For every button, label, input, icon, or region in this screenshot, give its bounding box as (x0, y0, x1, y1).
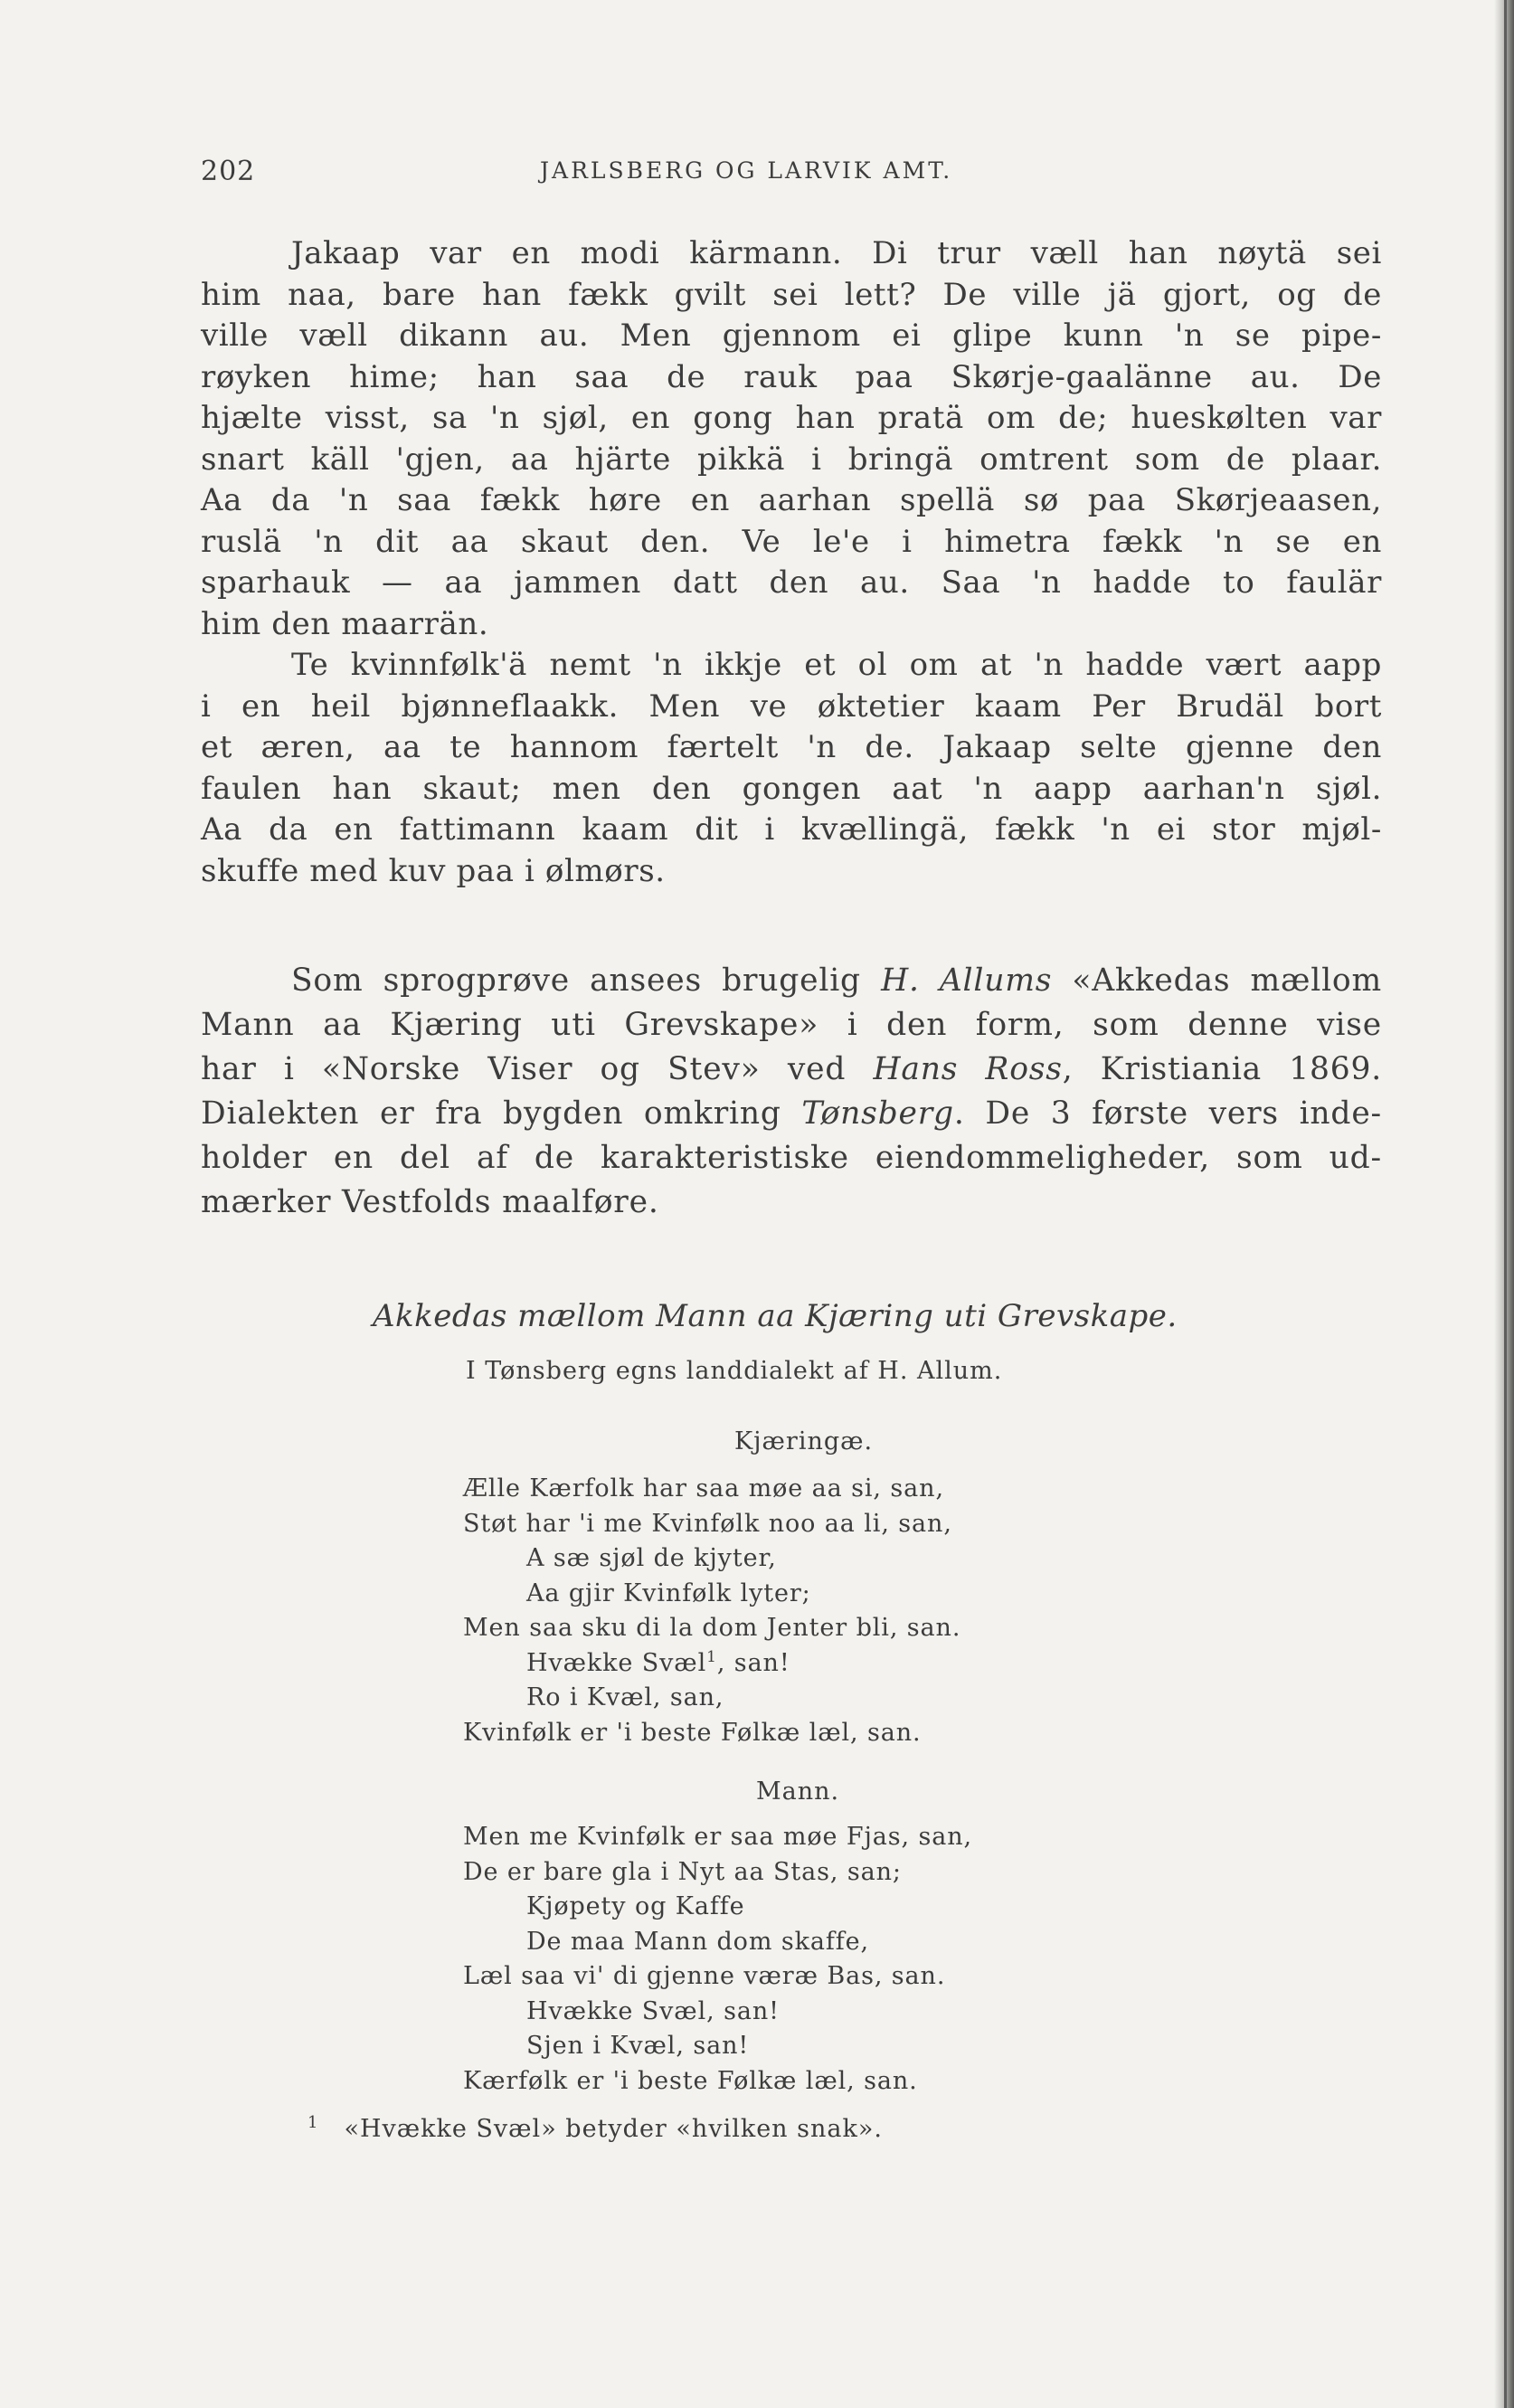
paragraph-story (201, 233, 1382, 892)
text-line (201, 1092, 1382, 1136)
verse-line: A sæ sjøl de kjyter, (526, 1544, 777, 1572)
text-line: røyken hime; han saa de rauk paa Skørje-gaalänne au. De (201, 358, 1382, 395)
text-segment: Som sprogprøve ansees brugelig (291, 962, 882, 999)
text-line: him naa, bare han fækk gvilt sei lett? De ville jä gjort, og de (201, 276, 1382, 313)
page-header (201, 156, 1377, 192)
text-line: Te kvinnfølk'ä nemt 'n ikkje et ol om at 'n hadde vært aapp (291, 647, 1382, 683)
page-edge-line (1504, 0, 1507, 2408)
text-line: Jakaap var en modi kärmann. Di trur væll han nøytä sei (291, 235, 1382, 271)
verse-line: Støt har 'i me Kvinfølk noo aa li, san, (463, 1509, 952, 1538)
verse-line: Kvinfølk er 'i beste Følkæ læl, san. (463, 1718, 922, 1747)
text-line: ruslä 'n dit aa skaut den. Ve le'e i himetra fækk 'n se en (201, 523, 1382, 560)
text-line: him den maarrän. (201, 605, 489, 642)
verse-line: De er bare gla i Nyt aa Stas, san; (463, 1857, 902, 1886)
verse-segment: , san! (716, 1648, 790, 1677)
verse-line: Sjen i Kvæl, san! (526, 2032, 750, 2060)
place-name: Tønsberg (801, 1095, 954, 1132)
text-line: Aa da en fattimann kaam dit i kvællingä, fækk 'n ei stor mjøl- (201, 811, 1382, 848)
text-line: i en heil bjønneflaakk. Men ve øktetier kaam Per Brudäl bort (201, 687, 1382, 725)
text-line: skuffe med kuv paa i ølmørs. (201, 852, 666, 889)
verse-line: Hvække Svæl, san! (526, 1996, 780, 2025)
stanza-speaker: Mann. (756, 1778, 840, 1806)
verse-line: Aa gjir Kvinfølk lyter; (526, 1578, 811, 1607)
text-line: Aa da 'n saa fækk høre en aarhan spellä sø paa Skørjeaasen, (201, 482, 1382, 518)
stanza-speaker: Kjæringæ. (734, 1427, 874, 1455)
poem-title: Akkedas mællom Mann aa Kjæring uti Grevskape. (373, 1298, 1178, 1334)
text-segment: har i «Norske Viser og Stev» ved (201, 1051, 874, 1087)
editor-name: Hans Ross (873, 1051, 1063, 1087)
verse-line: Kærfølk er 'i beste Følkæ læl, san. (463, 2066, 918, 2095)
text-segment: , Kristiania 1869. (1062, 1051, 1383, 1087)
text-line: faulen han skaut; men den gongen aat 'n aapp aarhan'n sjøl. (201, 770, 1382, 807)
verse-line: Men saa sku di la dom Jenter bli, san. (463, 1614, 961, 1642)
text-line (201, 1048, 1382, 1092)
text-line: mærker Vestfolds maalføre. (201, 1184, 659, 1220)
text-line: sparhauk — aa jammen datt den au. Saa 'n hadde to faulär (201, 564, 1382, 601)
poem-stanza (463, 1820, 972, 2099)
verse-line (463, 1646, 960, 1682)
verse-line: Læl saa vi' di gjenne væræ Bas, san. (463, 1962, 946, 1990)
text-segment: . De 3 første vers inde- (953, 1095, 1382, 1132)
text-segment: Dialekten er fra bygden omkring (201, 1095, 802, 1132)
footnote-ref: 1 (706, 1647, 717, 1666)
text-line: snart käll 'gjen, aa hjärte pikkä i bringä omtrent som de plaar. (201, 441, 1382, 478)
verse-line: De maa Mann dom skaffe, (526, 1927, 869, 1956)
text-line: holder en del af de karakteristiske eiendommeligheder, som ud- (201, 1140, 1382, 1176)
text-segment: «Akkedas mællom (1052, 962, 1382, 999)
page-number: 202 (201, 156, 256, 187)
text-line (201, 959, 1382, 1003)
text-line: ville væll dikann au. Men gjennom ei glipe kunn 'n se pipe- (201, 318, 1382, 354)
verse-line: Ælle Kærfolk har saa møe aa si, san, (463, 1474, 944, 1503)
running-head: JARLSBERG OG LARVIK AMT. (540, 157, 953, 184)
verse-line: Ro i Kvæl, san, (526, 1683, 724, 1711)
author-name: H. Allums (881, 962, 1053, 999)
verse-line: Kjøpety og Kaffe (526, 1892, 745, 1920)
text-line: et æren, aa te hannom færtelt 'n de. Jakaap selte gjenne den (201, 729, 1382, 765)
footnote (308, 2115, 883, 2143)
paragraph-commentary (201, 959, 1382, 1225)
footnote-mark: 1 (308, 2113, 319, 2132)
verse-segment: Hvække Svæl (526, 1648, 707, 1677)
poem-subtitle: I Tønsberg egns landdialekt af H. Allum. (466, 1357, 1003, 1385)
text-line: hjælte visst, sa 'n sjøl, en gong han pratä om de; hueskølten var (201, 400, 1382, 436)
text-line: Mann aa Kjæring uti Grevskape» i den form, som denne vise (201, 1007, 1382, 1043)
footnote-text: «Hvække Svæl» betyder «hvilken snak». (344, 2115, 883, 2143)
poem-stanza (463, 1472, 960, 1750)
verse-line: Men me Kvinfølk er saa møe Fjas, san, (463, 1823, 973, 1851)
